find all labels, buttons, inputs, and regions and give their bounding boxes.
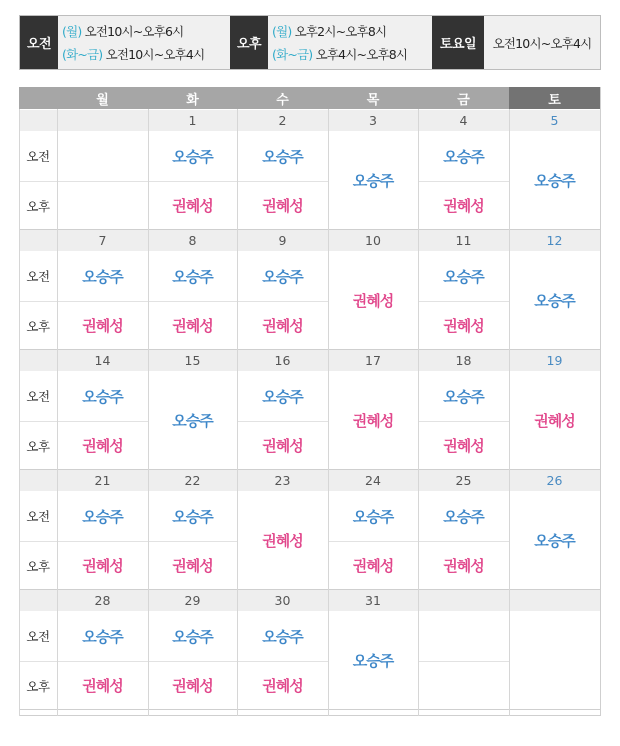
- legend-pm-line-tuefri-time: 오후4시~오후8시: [312, 46, 408, 62]
- date-number: 8: [188, 233, 197, 248]
- doctor-name-am[interactable]: 오승주: [82, 627, 123, 646]
- column-divider: [237, 109, 238, 716]
- doctor-name-am[interactable]: 오승주: [172, 627, 213, 646]
- legend-saturday-hours: [484, 16, 600, 69]
- doctor-name-pm[interactable]: 권혜성: [352, 557, 394, 575]
- slot-divider: [19, 301, 57, 302]
- weekday-header-6: 토: [509, 87, 600, 109]
- column-divider: [57, 109, 58, 716]
- doctor-name[interactable]: 권혜성: [262, 532, 303, 550]
- date-number: 12: [546, 233, 563, 248]
- doctor-name-am[interactable]: 오승주: [443, 147, 484, 166]
- legend-pm-line-mon: [272, 20, 428, 43]
- legend-am-line-mon-day: (월): [62, 23, 82, 39]
- doctor-name-am[interactable]: 오승주: [443, 267, 484, 286]
- weekday-header-3: 수: [237, 87, 328, 109]
- slot-divider: [418, 661, 509, 662]
- column-divider: [328, 109, 329, 716]
- legend-am-line-tuefri: [62, 43, 226, 66]
- doctor-name-am[interactable]: 오승주: [82, 507, 123, 526]
- date-number: 24: [365, 473, 381, 488]
- slot-divider: [19, 181, 57, 182]
- legend-pm-line-tuefri-day: (화~금): [272, 46, 313, 62]
- doctor-name[interactable]: 오승주: [534, 172, 575, 190]
- slot-label-am: 오전: [26, 389, 50, 404]
- slot-divider: [19, 421, 57, 422]
- legend-am-line-tuefri-time: 오전10시~오후4시: [102, 46, 205, 62]
- doctor-name-pm[interactable]: 권혜성: [172, 197, 213, 215]
- legend-am-hours: [58, 16, 230, 69]
- doctor-name-pm[interactable]: 권혜성: [262, 437, 303, 455]
- slot-label-am: 오전: [26, 149, 50, 164]
- doctor-name-am[interactable]: 오승주: [82, 387, 123, 406]
- doctor-name-am[interactable]: 오승주: [172, 267, 213, 286]
- doctor-name-am[interactable]: 오승주: [262, 147, 303, 166]
- doctor-name[interactable]: 권혜성: [352, 412, 394, 430]
- column-divider: [148, 109, 149, 716]
- doctor-name[interactable]: 오승주: [352, 172, 394, 190]
- legend-am-line-mon: [62, 20, 226, 43]
- doctor-name-pm[interactable]: 권혜성: [172, 677, 213, 695]
- doctor-name-pm[interactable]: 권혜성: [172, 557, 213, 575]
- date-number: 29: [184, 593, 201, 608]
- slot-divider: [19, 661, 57, 662]
- doctor-name[interactable]: 오승주: [534, 532, 575, 550]
- legend-pm-line-mon-time: 오후2시~오후8시: [291, 23, 387, 39]
- doctor-name-am[interactable]: 오승주: [443, 507, 484, 526]
- date-number: 11: [455, 233, 472, 248]
- date-number: 9: [278, 233, 287, 248]
- date-number: 15: [184, 353, 201, 368]
- slot-label-am: 오전: [26, 629, 50, 644]
- doctor-name-pm[interactable]: 권혜성: [82, 677, 123, 695]
- slot-label-pm: 오후: [26, 558, 50, 574]
- weekday-header-2: 화: [148, 87, 237, 109]
- doctor-name-am[interactable]: 오승주: [262, 627, 303, 646]
- date-number: 2: [278, 113, 287, 128]
- legend-pm-hours: [268, 16, 432, 69]
- date-number: 4: [459, 113, 468, 128]
- slot-label-am: 오전: [26, 269, 50, 284]
- doctor-name[interactable]: 오승주: [352, 652, 394, 670]
- doctor-name-pm[interactable]: 권혜성: [82, 557, 123, 575]
- date-number: 18: [455, 353, 472, 368]
- column-divider: [509, 109, 510, 716]
- slot-label-pm: 오후: [26, 438, 50, 454]
- date-number: 17: [365, 353, 381, 368]
- legend-am-label: 오전: [20, 16, 58, 69]
- date-number: 16: [274, 353, 291, 368]
- date-number: 3: [369, 113, 377, 128]
- date-number: 1: [188, 113, 197, 128]
- slot-label-pm: 오후: [26, 678, 50, 694]
- doctor-name-am[interactable]: 오승주: [443, 387, 484, 406]
- weekday-header-4: 목: [328, 87, 418, 109]
- date-number: 14: [94, 353, 111, 368]
- doctor-name[interactable]: 오승주: [534, 292, 575, 310]
- date-number: 19: [546, 353, 563, 368]
- date-number: 22: [184, 473, 201, 488]
- date-number: 7: [98, 233, 107, 248]
- doctor-name-pm[interactable]: 권혜성: [443, 437, 484, 455]
- doctor-name-am[interactable]: 오승주: [172, 507, 213, 526]
- week-separator: [19, 709, 600, 710]
- schedule-calendar: [19, 87, 601, 716]
- hours-legend: [19, 15, 601, 70]
- date-number: 26: [546, 473, 563, 488]
- date-number: 30: [274, 593, 291, 608]
- doctor-name[interactable]: 오승주: [172, 412, 213, 430]
- doctor-name-pm[interactable]: 권혜성: [443, 317, 484, 335]
- weekday-header-blank: [19, 87, 57, 109]
- column-divider: [19, 109, 20, 716]
- doctor-name-pm[interactable]: 권혜성: [82, 317, 123, 335]
- doctor-name[interactable]: 권혜성: [534, 412, 575, 430]
- doctor-name-pm[interactable]: 권혜성: [262, 677, 303, 695]
- doctor-name[interactable]: 권혜성: [352, 292, 394, 310]
- legend-am-line-tuefri-day: (화~금): [62, 46, 103, 62]
- doctor-name-am[interactable]: 오승주: [172, 147, 213, 166]
- date-number: 28: [94, 593, 111, 608]
- doctor-name-am[interactable]: 오승주: [352, 507, 394, 526]
- date-number: 5: [550, 113, 559, 128]
- weekday-header-1: 월: [57, 87, 148, 109]
- column-divider: [418, 109, 419, 716]
- date-number: 10: [365, 233, 381, 248]
- slot-label-am: 오전: [26, 509, 50, 524]
- doctor-name-pm[interactable]: 권혜성: [82, 437, 123, 455]
- doctor-name-pm[interactable]: 권혜성: [262, 317, 303, 335]
- doctor-name-am[interactable]: 오승주: [82, 267, 123, 286]
- doctor-name-pm[interactable]: 권혜성: [443, 197, 484, 215]
- weekday-header-5: 금: [418, 87, 509, 109]
- legend-pm-line-tuefri: [272, 43, 428, 66]
- slot-label-pm: 오후: [26, 198, 50, 214]
- doctor-name-pm[interactable]: 권혜성: [443, 557, 484, 575]
- date-number: 21: [94, 473, 111, 488]
- slot-divider: [19, 541, 57, 542]
- date-number: 31: [365, 593, 381, 608]
- date-number: 23: [274, 473, 291, 488]
- doctor-name-am[interactable]: 오승주: [262, 387, 303, 406]
- slot-label-pm: 오후: [26, 318, 50, 334]
- legend-saturday-label: 토요일: [432, 16, 484, 69]
- doctor-name-pm[interactable]: 권혜성: [172, 317, 213, 335]
- slot-divider: [57, 181, 148, 182]
- legend-pm-label: 오후: [230, 16, 268, 69]
- doctor-name-am[interactable]: 오승주: [262, 267, 303, 286]
- legend-saturday-time: 오전10시~오후4시: [492, 35, 592, 51]
- legend-pm-line-mon-day: (월): [272, 23, 292, 39]
- doctor-name-pm[interactable]: 권혜성: [262, 197, 303, 215]
- date-number: 25: [455, 473, 472, 488]
- legend-am-line-mon-time: 오전10시~오후6시: [81, 23, 184, 39]
